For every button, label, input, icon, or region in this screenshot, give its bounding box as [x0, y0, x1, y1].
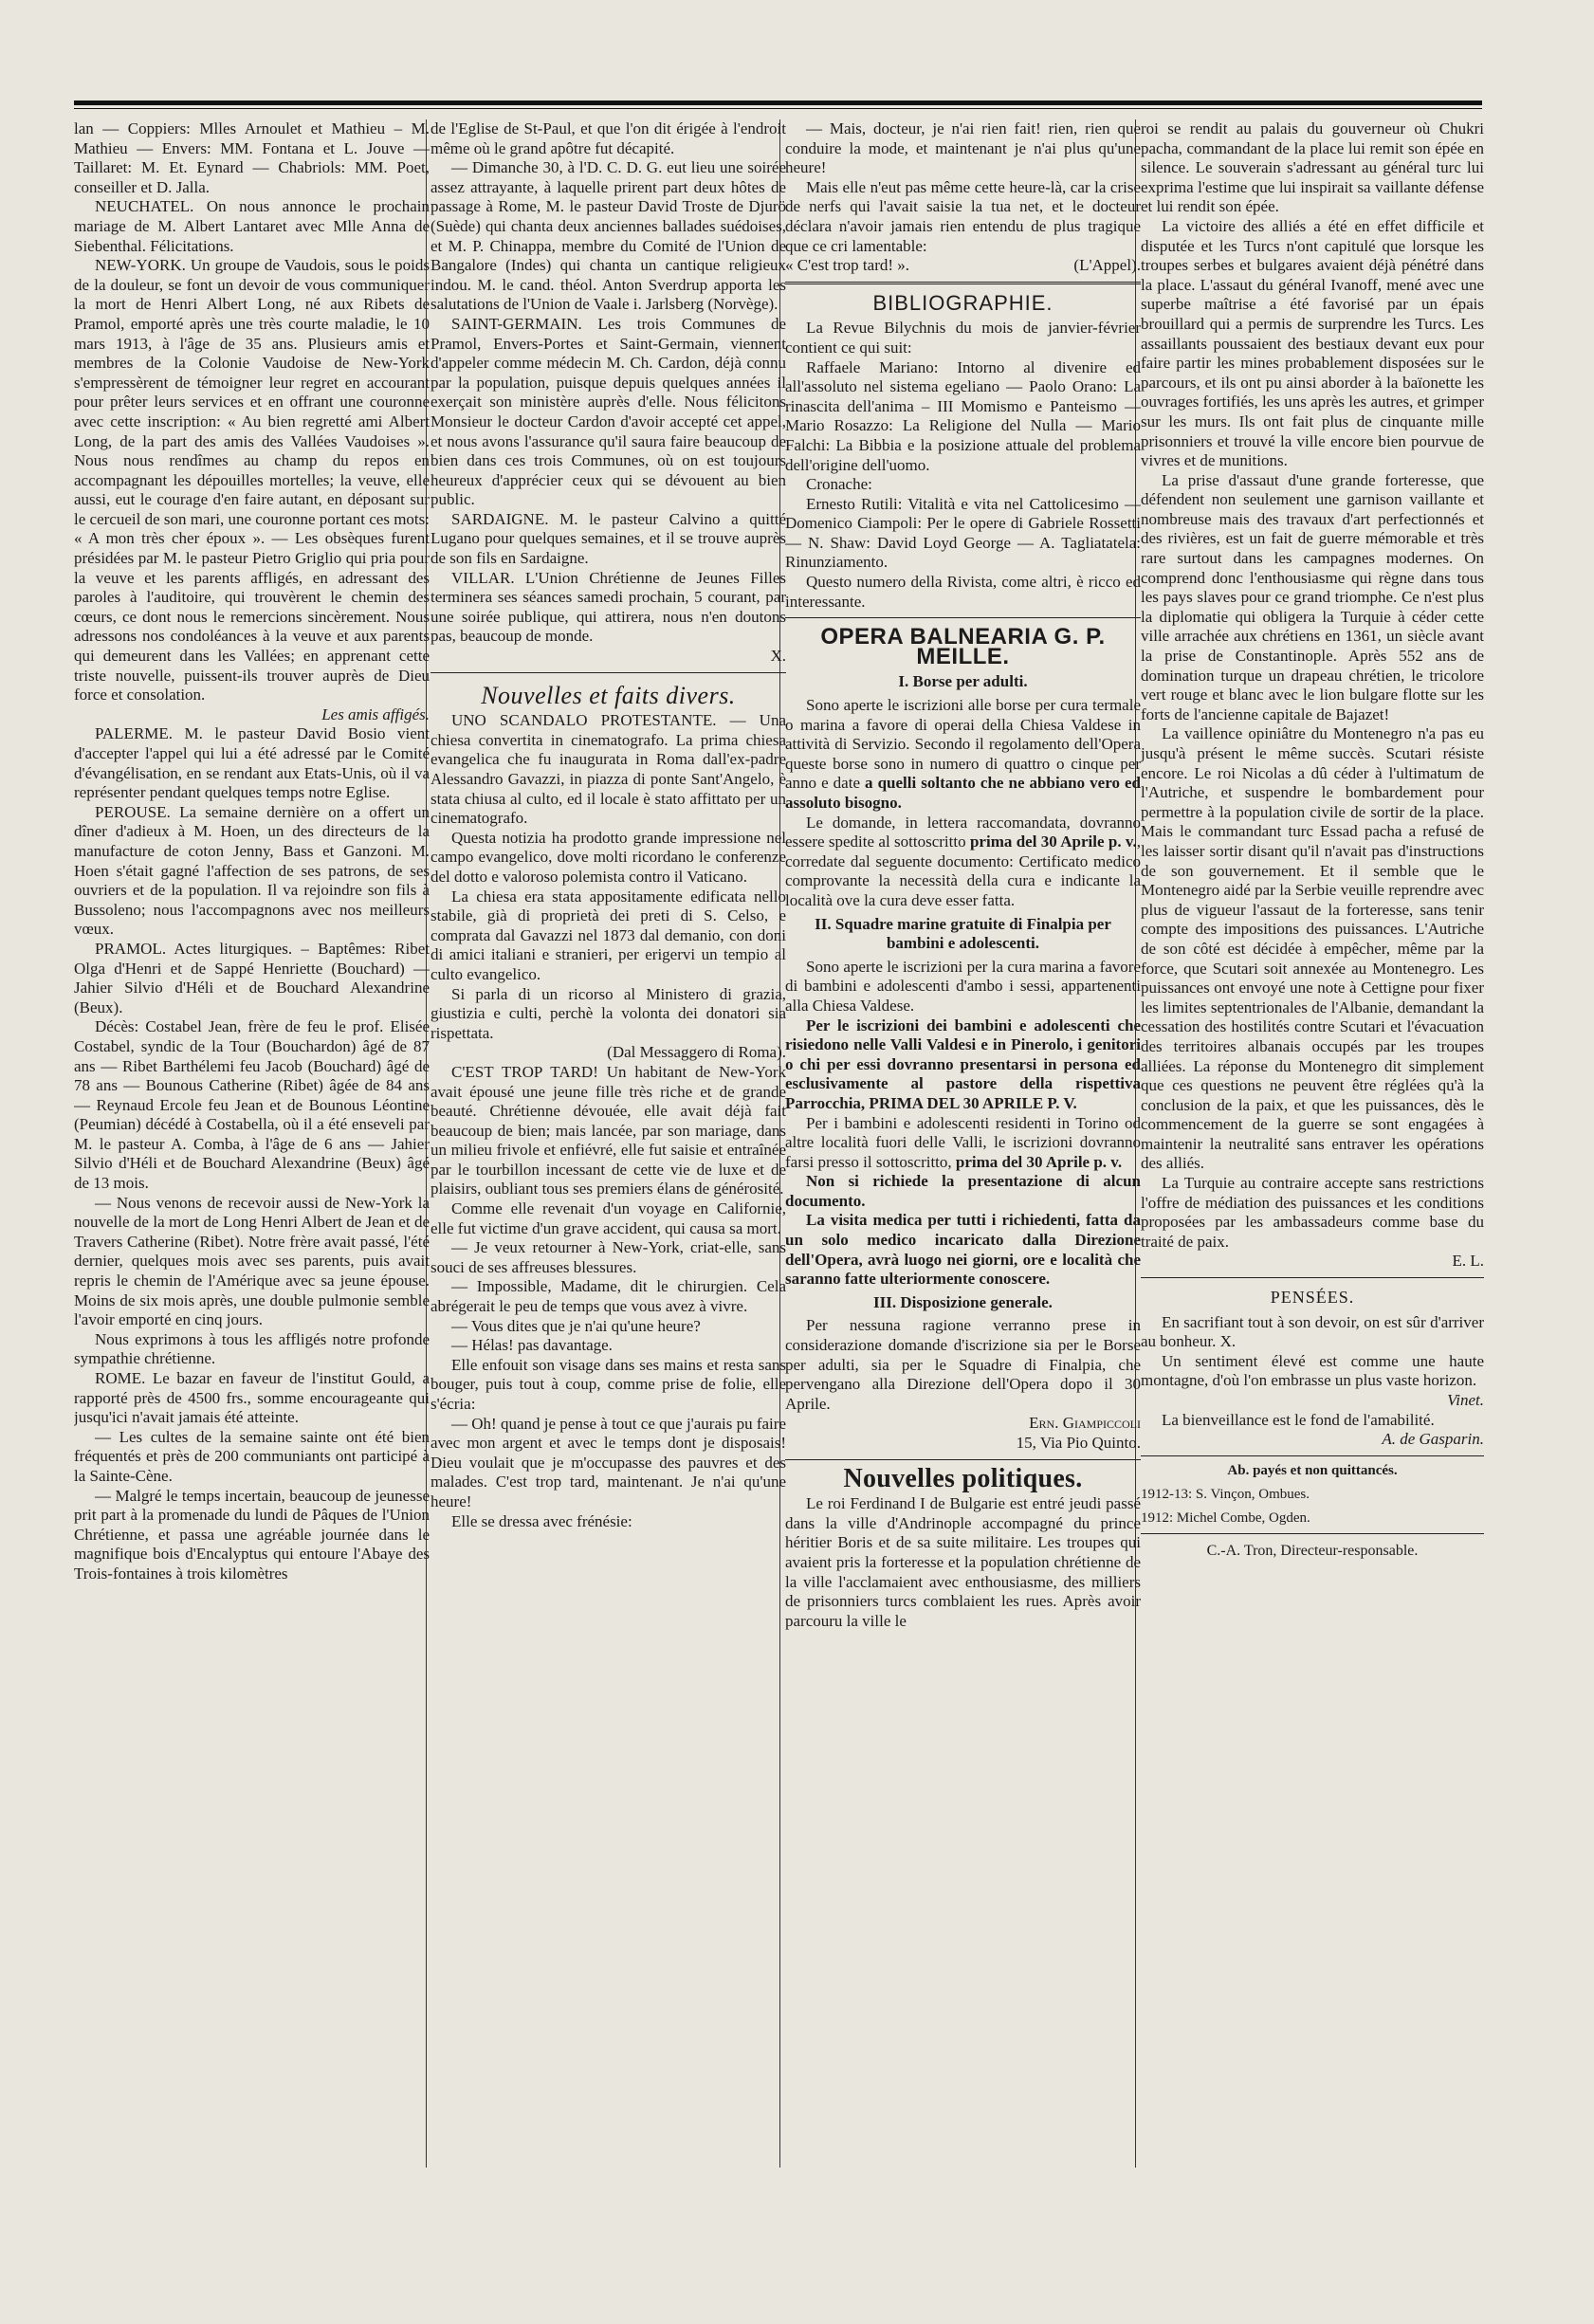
section-rule: [785, 282, 1141, 284]
paragraph: PRAMOL. Actes liturgiques. – Baptêmes: Ribet Olga d'Henri et de Sappé Henriette (Bouchard) — Jahier Silvio d'Héli et de Bouchard Alexandrine (Beux).: [74, 939, 430, 1016]
section-heading: Nouvelles et faits divers.: [481, 681, 736, 709]
section-rule: [1141, 1455, 1484, 1456]
paragraph: — Mais, docteur, je n'ai rien fait! rien, rien que conduire la mode, et maintenant je n'ai plus qu'une heure!: [785, 119, 1141, 177]
signature-name: Ern. Giampiccoli: [1029, 1414, 1141, 1433]
paragraph: Elle se dressa avec frénésie:: [451, 1511, 632, 1530]
paragraph: Si parla di un ricorso al Ministero di grazia, giustizia e culti, perchè la volonta dei donatori sia rispettata.: [431, 984, 786, 1042]
paragraph: [1141, 1313, 1484, 1352]
paragraph: lan — Coppiers: Mlles Arnoulet et Mathieu – M. Mathieu — Envers: MM. Fontana et L. Jouve — Taillaret: M. Et. Eynard — Chabriols: MM. Poet, conseiller et D. Jalla.: [74, 119, 430, 196]
paragraph: La prise d'assaut d'une grande forteresse, que défendent non seulement une garnison vaillante et nombreuse mais des travaux d'art perfectionnés et des rivières, est un fait de guerre mémorable et très rare surtout dans les campagnes modernes. On comprend donc l'enthousiasme qui règne dans tous les pays slaves pour ce grand triomphe. Ce n'est plus la diplomatie qui obligera la Turquie à céder cette ville arrachée aux chrétiens en 1361, un siècle avant la prise de Constantinople. Après 552 ans de domination turque un drapeau chrétien, le tricolore vert rouge et blanc avec le lion bulgare flotte sur les forts de l'ancienne capitale de Bajazet!: [1141, 470, 1484, 723]
paragraph: Le roi Ferdinand I de Bulgarie est entré jeudi passé dans la ville d'Andrinople accompagné du prince héritier Boris et de sa suite militaire. Les troupes qui avaient pris la forteresse et la population chrétienne de la ville l'acclamaient avec enthousiasme, des milliers de prisonniers turcs comblaient les rues. Après avoir parcouru la ville le: [785, 1494, 1141, 1630]
section-heading: PENSÉES.: [1270, 1288, 1355, 1308]
signature-address: 15, Via Pio Quinto.: [1016, 1434, 1141, 1452]
signature: E. L.: [1452, 1252, 1484, 1271]
paragraph: Per le iscrizioni dei bambini e adolescenti che risiedono nelle Valli Valdesi e in Pinerolo, i genitori o chi per essi dovranno presentarsi in persona ed esclusivamente al pastore della rispettiva Parrocchia, PRIMA DEL 30 APRILE P. V.: [785, 1016, 1141, 1112]
paragraph: NEW-YORK. Un groupe de Vaudois, sous le poids de la douleur, se font un devoir de vous communiquer la mort de Henri Albert Long, né aux Ribets de Pramol, emporté après une très courte maladie, le 10 mars 1913, à l'âge de 35 ans. Plusieurs amis et membres de la Colonie Vaudoise de New-York s'empressèrent de témoigner leur regret en accourant pour prêter leurs services et en offrant une couronne avec cette inscription: « Au bien regretté ami Albert Long, de la part des amis des Vallées Vaudoises ». Nous nous rendîmes au champ du repos en accompagnant les dépouilles mortelles; la veuve, elle aussi, eut le courage d'en faire autant, en déposant sur le cercueil de son mari, une couronne portant ces mots: « A mon très cher époux ». — Les obsèques furent présidées par M. le pasteur Pietro Griglio qui pria pour la veuve et les parents affligés, en adressant des paroles à l'auditoire, qui trouvèrent le chemin des cœurs, ce dont nous le remercions sincèrement. Nous adressons nos condoléances à la veuve et aux parents qui demeurent dans les Vallées; en apprenant cette triste nouvelle, puissent-ils trouver auprès de Dieu force et consolation.: [74, 256, 430, 705]
top-rule: [74, 101, 1482, 105]
paragraph: — Les cultes de la semaine sainte ont été bien fréquentés et près de 200 communiants ont participé à la Sainte-Cène.: [74, 1427, 430, 1485]
paragraph: — Dimanche 30, à l'D. C. D. G. eut lieu une soirée assez attrayante, à laquelle prirent part deux hôtes de passage à Rome, M. le pasteur David Troste de Djurö (Suède) qui chanta deux anciennes ballades suédoises, et M. P. Chinappa, membre du Comité de l'Union de Bangalore (Indes) qui chanta un cantique religieux indou. M. le cand. théol. Anton Sverdrup apporta les salutations de l'Union de Vaale i. Jarlsberg (Norvège).: [431, 158, 786, 314]
paragraph: La bienveillance est le fond de l'amabilité.: [1162, 1410, 1435, 1429]
paragraph: — Oh! quand je pense à tout ce que j'aurais pu faire avec mon argent et avec le temps dont je disposais! Dieu voulait que je m'occupasse des pauvres et des malades. C'est trop tard, maintenant. Je n'ai qu'une heure!: [431, 1414, 786, 1510]
paragraph: [785, 1114, 1141, 1173]
paragraph: PEROUSE. La semaine dernière on a offert un dîner d'adieux à M. Hoen, un des directeurs de la manufacture de coton Jenny, Bass et Ganzoni. M. Hoen s'était gagné l'affection de ses patrons, de ses ouvriers et de la population. Il va rejoindre son fils à Bussoleno; nous l'accompagnons avec nos meilleurs vœux.: [74, 802, 430, 939]
section-rule: [785, 617, 1141, 618]
paragraph: Raffaele Mariano: Intorno al divenire ed all'assoluto nel sistema egeliano — Paolo Orano: La rinascita dell'anima – III Momismo e Panteismo — Mario Rosazzo: La Religione del Nulla — Mario Falchi: La Bibbia e la posizione attuale del problema dell'origine dell'uomo.: [785, 357, 1141, 474]
text-bold: prima del 30 Aprile p. v.: [969, 833, 1137, 851]
signature: Vinet.: [1447, 1391, 1484, 1409]
subheading: III. Disposizione generale.: [873, 1292, 1053, 1311]
paragraph: SARDAIGNE. M. le pasteur Calvino a quitté Lugano pour quelques semaines, et il se trouve auprès de son fils en Sardaigne.: [431, 509, 786, 568]
paragraph: La Revue Bilychnis du mois de janvier-février contient ce qui suit:: [785, 319, 1141, 357]
paragraph: Non si richiede la presentazione di alcun documento.: [785, 1172, 1141, 1210]
paragraph: La vaillence opiniâtre du Montenegro n'a pas eu jusqu'à présent le même succès. Scutari résiste encore. Le roi Nicolas a dû céder à l'ultimatum de l'Autriche, et suspendre le bombardement pour permettre à la population civile de sortir de la place. Mais le commandant turc Essad pacha a refusé de les laisser sortir disant qu'il n'avait pas d'instructions de son gouvernement. Et il semble que le Montenegro aidé par la Serbie veuille reprendre avec plus de vigueur l'assaut de la forteresse, sans tenir compte des impositions des puissances. L'Autriche de son côté est décidée à empêcher, même par la force, que Scutari soit annexée au Montenegro. Les puissances ont envoyé une note à Cettigne pour fixer les limites septentrionales de l'Albanie, demandant la cessation des hostilités contre Scutari et l'évacuation des territoires albanais occupés par les troupes alliées. La réponse du Montenegro dit simplement que ces questions ne peuvent être réglées qu'à la conclusion de la paix, et que les puissances, dès le commencement de la guerre se sont engagées à maintenir la neutralité sans entraver les opérations des alliés.: [1141, 724, 1484, 1173]
paragraph: Per nessuna ragione verranno prese in considerazione domande d'iscrizione sia per le Borse per adulti, sia per le Squadre di Finalpia, che pervengano alla Direzione dell'Opera dopo il 30 Aprile.: [785, 1316, 1141, 1413]
signature: Les amis affigés.: [321, 705, 430, 723]
text: En sacrifiant tout à son devoir, on est sûr d'arriver au bonheur.: [1141, 1312, 1484, 1351]
text: , corredate dal seguente documento: Certificato medico comprovante la necessità della cura e indicante la località ove la cura deve esser fatta.: [785, 833, 1141, 909]
column-3: [785, 119, 1141, 2163]
text: Le domande, in lettera raccomandata, dovranno essere spedite al sottoscritto: [785, 813, 1141, 851]
paragraph: VILLAR. L'Union Chrétienne de Jeunes Filles terminera ses séances samedi prochain, 5 courant, par une soirée publique, qui attirera, nous n'en doutons pas, beaucoup de monde.: [431, 568, 786, 646]
section-rule: [431, 672, 786, 673]
subscription-line: 1912-13: S. Vinçon, Ombues.: [1141, 1486, 1310, 1502]
paragraph: Questo numero della Rivista, come altri, è ricco ed interessante.: [785, 573, 1141, 611]
paragraph: Décès: Costabel Jean, frère de feu le prof. Elisée Costabel, syndic de la Tour (Bouchardon) âgé de 87 ans — Ribet Barthélemi feu Jacob (Bouchard) âgé de 78 ans — Bounous Catherine (Ribet) âgée de 84 ans — Reynaud Ercole feu Jean et de Bounous Léontine (Peumian) décédé à Costabella, où il a été enseveli par M. le pasteur A. Comba, à l'âge de 6 ans — Jahier Silvio d'Héli et de Bouchard Alexandrine (Beux) âgé de 13 mois.: [74, 1017, 430, 1193]
paragraph: Un sentiment élevé est comme une haute montagne, d'où l'on embrasse un plus vaste horizon.: [1141, 1351, 1484, 1390]
column-1: [74, 119, 430, 2163]
paragraph: SAINT-GERMAIN. Les trois Communes de Pramol, Envers-Portes et Saint-Germain, viennent d'appeler comme médecin M. Ch. Cardon, déjà connu par la population, puisque depuis quelques années il exerçait son ministère auprès d'elle. Nous félicitons Monsieur le docteur Cardon d'avoir accepté cet appel, et nous avons l'assurance qu'il saura faire beaucoup de bien dans ces trois Communes, où on est toujours heureux d'apprécier ceux qui se dévouent au bien public.: [431, 314, 786, 509]
top-rule-thin: [74, 108, 1482, 109]
paragraph: Nous exprimons à tous les affligés notre profonde sympathie chrétienne.: [74, 1329, 430, 1368]
quote: « C'est trop tard! ».: [785, 256, 910, 275]
paragraph: ROME. Le bazar en faveur de l'institut Gould, a rapporté près de 4500 frs., somme encourageante qui jusqu'ici n'avait jamais été atteinte.: [74, 1369, 430, 1427]
paragraph: roi se rendit au palais du gouverneur où Chukri pacha, commandant de la place lui remit son épée en silence. Le souverain s'adressant au général turc lui exprima l'estime que lui inspirait sa vaillante défense et lui rendit son épée.: [1141, 119, 1484, 216]
section-heading: Nouvelles politiques.: [843, 1463, 1083, 1493]
director-line: C.-A. Tron, Directeur-responsable.: [1206, 1542, 1419, 1559]
paragraph: Questa notizia ha prodotto grande impressione nel campo evangelico, dove molti ricordano le conferenze del dotto e valoroso polemista contro il Vaticano.: [431, 828, 786, 886]
paragraph: NEUCHATEL. On nous annonce le prochain mariage de M. Albert Lantaret avec Mlle Anna de Siebenthal. Félicitations.: [74, 197, 430, 255]
subheading: II. Squadre marine gratuite di Finalpia per bambini e adolescenti.: [815, 914, 1111, 953]
paragraph: La victoire des alliés a été en effet difficile et disputée et les Turcs n'ont capitulé que lorsque les troupes serbes et bulgares avaient déjà pénétré dans la place. L'assaut du général Ivanoff, mené avec une superbe maîtrise a été favorisé par un épais brouillard qui a permis de surprendre les Turcs. Les assaillants poussaient des bestiaux devant eux pour faire partir les mines probablement disposées sur le parcours, et ils ont pu ainsi aborder à la baïonette les ouvrages fortifiés, les uns après les autres, et grimper sur les murs. Ils ont fait plus de cinquante mille prisonniers et trouvé la ville encore bien pourvue de vivres et de munitions.: [1141, 216, 1484, 470]
paragraph: Ernesto Rutili: Vitalità e vita nel Cattolicesimo — Domenico Ciampoli: Per le opere di Gabriele Rossetti — N. Shaw: David Loyd George — A. Tagliatatela: Rinunziamento.: [785, 494, 1141, 572]
paragraph: — Vous dites que je n'ai qu'une heure?: [451, 1316, 701, 1335]
paragraph: [785, 696, 1141, 814]
subscription-line: 1912: Michel Combe, Ogden.: [1141, 1510, 1310, 1526]
section-heading: OPERA BALNEARIA G. P. MEILLE.: [820, 624, 1106, 669]
text: Sono aperte le iscrizioni alle borse per cura termale o marina a favore di operai della Chiesa Valdese in attività di Servizio. Secondo il regolamento dell'Opera queste borse sono in numero di quattro o cinque per anno e date: [785, 696, 1141, 793]
paragraph: — Hélas! pas davantage.: [451, 1336, 613, 1355]
signature: X.: [770, 647, 786, 666]
paragraph: de l'Eglise de St-Paul, et que l'on dit érigée à l'endroit même où le grand apôtre fut décapité.: [431, 119, 786, 157]
paragraph: — Je veux retourner à New-York, criat-elle, sans souci de ses affreuses blessures.: [431, 1238, 786, 1276]
section-rule: [1141, 1533, 1484, 1534]
column-2: [431, 119, 786, 2163]
paragraph: UNO SCANDALO PROTESTANTE. — Una chiesa convertita in cinematografo. La prima chiesa evangelica che fu inaugurata in Roma dall'ex-padre Alessandro Gavazzi, in piazza di ponte Sant'Angelo, è stata chiusa al culto, ed il locale è stato affittato per un cinematografo.: [431, 711, 786, 828]
subscriptions-title: Ab. payés et non quittancés.: [1227, 1462, 1398, 1478]
paragraph: PALERME. M. le pasteur David Bosio vient d'accepter l'appel qui lui a été adressé par le Comité d'évangélisation, en se rendant aux Etats-Unis, où il va représenter pendant quelques temps notre Eglise.: [74, 724, 430, 802]
text-bold: a quelli soltanto che ne abbiano vero ed assoluto bisogno.: [785, 774, 1141, 812]
paragraph: Comme elle revenait d'un voyage en Californie, elle fut victime d'un grave accident, qui causa sa mort.: [431, 1199, 786, 1237]
paragraph: — Nous venons de recevoir aussi de New-York la nouvelle de la mort de Long Henri Albert de Jean et de Travers Catherine (Ribet). Notre frère avait passé, l'été dernier, quelques mois avec ses parents, puis avait repris le chemin de l'Amérique avec sa jeune épouse. Moins de six mois après, une double pulmonie semble l'avoir emporté en cinq jours.: [74, 1193, 430, 1329]
text: Per i bambini e adolescenti residenti in Torino od altre località fuori delle Valli, le iscrizioni dovranno farsi presso il sottoscritto,: [785, 1113, 1141, 1171]
paragraph: La chiesa era stata appositamente edificata nello stabile, già di proprietà dei preti di S. Celso, e comprata dal Gavazzi nel 1873 dal demanio, con doni di amici italiani e stranieri, per erigervi un tempio al culto evangelico.: [431, 887, 786, 983]
quote-line: [785, 256, 1141, 276]
section-rule: [785, 1459, 1141, 1460]
paragraph: Sono aperte le iscrizioni per la cura marina a favore di bambini e adolescenti d'ambo i sessi, appartenenti alla Chiesa Valdese.: [785, 957, 1141, 1015]
paragraph: [785, 814, 1141, 911]
source-note: (L'Appel).: [1073, 256, 1141, 275]
paragraph: La visita medica per tutti i richiedenti, fatta da un solo medico incaricato dalla Direzione dell'Opera, avrà luogo nei giorni, ore e località che saranno fatte ulteriormente conoscere.: [785, 1211, 1141, 1289]
paragraph: — Malgré le temps incertain, beaucoup de jeunesse prit part à la promenade du lundi de Pâques de l'Union Chrétienne, et passa une agréable journée dans le magnifique bois d'Encalyptus qui entoure l'Abaye des Trois-fontaines à trois kilomètres: [74, 1486, 430, 1583]
section-heading: BIBLIOGRAPHIE.: [872, 290, 1054, 315]
paragraph: — Impossible, Madame, dit le chirurgien. Cela abrégerait le peu de temps que vous avez à vivre.: [431, 1277, 786, 1316]
signature: X.: [1219, 1332, 1237, 1351]
paragraph: La Turquie au contraire accepte sans restrictions l'offre de médiation des puissances et les conditions proposées par les ambassadeurs comme base du traité de paix.: [1141, 1174, 1484, 1251]
column-4: [1141, 119, 1484, 2163]
subheading: I. Borse per adulti.: [898, 672, 1028, 691]
signature: A. de Gasparin.: [1382, 1430, 1484, 1449]
paragraph: C'EST TROP TARD! Un habitant de New-York avait épousé une jeune fille très riche et de grande beauté. Chrétienne dévouée, elle avait déjà fait beaucoup de bien; mais lancée, par son mariage, dans un milieu frivole et enfiévré, elle fut saisie et entraînée par le tourbillon incessant de cette vie de luxe et de plaisirs, oubliant tous ses premiers élans de générosité.: [431, 1062, 786, 1199]
paragraph: Elle enfouit son visage dans ses mains et resta sans bouger, puis tout à coup, comme prise de folie, elle s'écria:: [431, 1355, 786, 1413]
section-rule: [1141, 1277, 1484, 1278]
source-note: (Dal Messaggero di Roma).: [607, 1043, 786, 1062]
paragraph: Mais elle n'eut pas même cette heure-là, car la crise de nerfs qui l'avait saisie la tua net, et le docteur déclara n'avoir jamais rien entendu de plus tragique que ce cri lamentable:: [785, 177, 1141, 255]
text-bold: prima del 30 Aprile p. v.: [955, 1152, 1123, 1171]
paragraph: Cronache:: [806, 475, 872, 494]
